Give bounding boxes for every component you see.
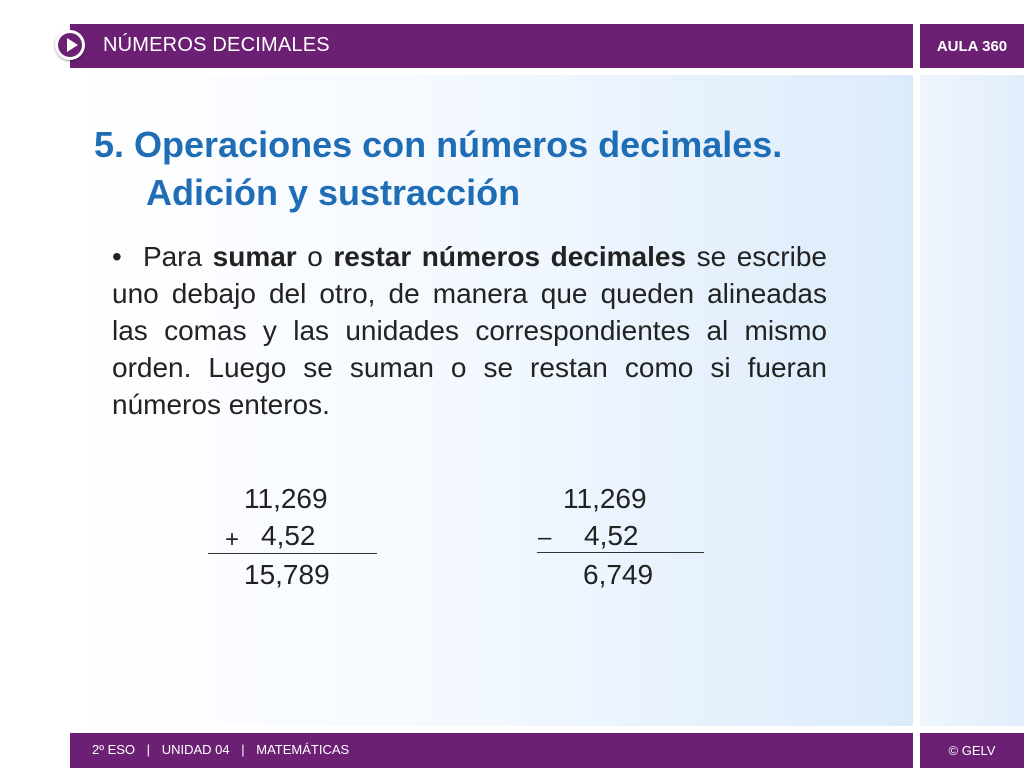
plus-operator: + — [225, 526, 240, 553]
subtraction-result: 6,749 — [583, 559, 654, 590]
footer-subject: MATEMÁTICAS — [256, 742, 350, 757]
slide-title-line2: Adición y sustracción — [146, 172, 521, 213]
footer-copyright: © GELV — [948, 743, 996, 758]
addition-top: 11,269 — [244, 483, 328, 514]
footer-separator: | — [146, 742, 151, 757]
footer-unit: UNIDAD 04 — [161, 742, 230, 757]
minus-operator: – — [538, 524, 552, 551]
subtraction-bottom: 4,52 — [584, 520, 639, 551]
footer-course: 2º ESO — [92, 742, 136, 757]
text-restar: restar números decimales — [333, 241, 687, 272]
addition-result: 15,789 — [244, 559, 330, 590]
slide-title-line1: 5. Operaciones con números decimales. — [94, 124, 783, 165]
text-o: o — [307, 241, 323, 272]
footer-separator: | — [241, 742, 245, 757]
subtraction-rule — [537, 552, 704, 553]
text-para: Para — [142, 241, 203, 272]
addition-rule — [208, 553, 377, 554]
side-panel — [920, 75, 1024, 726]
subtraction-top: 11,269 — [563, 483, 647, 514]
section-title: NÚMEROS DECIMALES — [103, 34, 330, 56]
text-sumar: sumar — [212, 241, 297, 272]
brand-label: AULA 360 — [936, 38, 1008, 55]
bullet-paragraph — [112, 238, 827, 423]
play-icon[interactable] — [55, 30, 85, 60]
text-rest: se escribe uno debajo del otro, de manera que queden alineadas las comas y las unidades correspondientes al mismo orden. Luego se suman o se restan como si fueran números enteros. — [112, 241, 827, 420]
footer-breadcrumb — [92, 742, 357, 757]
bullet-mark: • — [112, 241, 122, 272]
addition-bottom: 4,52 — [261, 520, 316, 551]
